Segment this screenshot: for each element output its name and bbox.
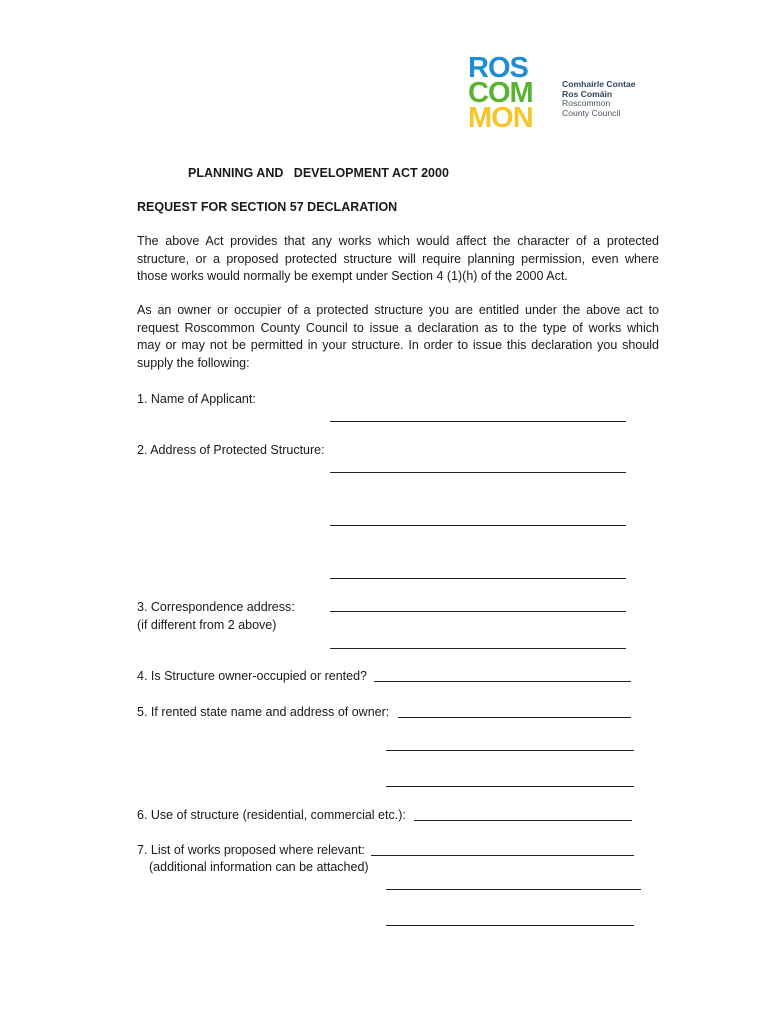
intro-paragraph-2-line: As an owner or occupier of a protected structure you are entitled under the above act to [137, 303, 659, 317]
structure-use-field[interactable] [414, 820, 632, 821]
protected-structure-address-field-line-3[interactable] [330, 578, 626, 579]
intro-paragraph-1-line: those works would normally be exempt under Section 4 (1)(h) of the 2000 Act. [137, 269, 568, 283]
occupancy-label: 4. Is Structure owner-occupied or rented? [137, 669, 367, 683]
owner-name-address-field-line-1[interactable] [398, 717, 631, 718]
applicant-name-label: 1. Name of Applicant: [137, 392, 256, 406]
works-proposed-field-line-1[interactable] [371, 855, 634, 856]
intro-paragraph-2 [137, 302, 659, 372]
protected-structure-address-label: 2. Address of Protected Structure: [137, 443, 325, 457]
logo-english-name-line-2: County Council [562, 107, 621, 118]
intro-paragraph-1-line: structure, or a proposed protected structure will require planning permission, even where [137, 251, 659, 266]
correspondence-address-note: (if different from 2 above) [137, 618, 277, 632]
intro-paragraph-2-line: supply the following: [137, 355, 250, 370]
correspondence-address-label: 3. Correspondence address: [137, 600, 295, 614]
protected-structure-address-field-line-1[interactable] [330, 472, 626, 473]
intro-paragraph-2-line: may or may not be permitted in your structure. In order to issue this declaration you should [137, 338, 659, 352]
owner-name-address-field-line-3[interactable] [386, 786, 634, 787]
logo-letters-row-3: MON [468, 102, 533, 134]
logo-english-name-line-1: Roscommon [562, 98, 611, 109]
occupancy-field[interactable] [374, 681, 631, 682]
logo-letters-row-2: COM [468, 77, 533, 109]
owner-name-address-field-line-2[interactable] [386, 750, 634, 751]
works-proposed-note: (additional information can be attached) [149, 860, 369, 874]
structure-use-label: 6. Use of structure (residential, commercial etc.): [137, 808, 406, 822]
logo-irish-name-line-2: Ros Comáin [562, 88, 613, 99]
logo-wordmark [468, 52, 554, 134]
intro-paragraph-1 [137, 233, 659, 286]
applicant-name-field[interactable] [330, 421, 626, 422]
logo-letters-row-1: ROS [468, 52, 528, 84]
correspondence-address-field-line-1[interactable] [330, 611, 626, 612]
correspondence-address-field-line-2[interactable] [330, 648, 626, 649]
request-heading: REQUEST FOR SECTION 57 DECLARATION [137, 200, 398, 214]
protected-structure-address-field-line-2[interactable] [330, 525, 626, 526]
intro-paragraph-1-line: The above Act provides that any works which would affect the character of a protected [137, 234, 659, 248]
works-proposed-field-line-3[interactable] [386, 925, 634, 926]
works-proposed-label: 7. List of works proposed where relevant: [137, 843, 365, 857]
logo-irish-name-line-1: Comhairle Contae [562, 79, 636, 89]
roscommon-county-council-logo [468, 52, 638, 136]
act-heading: PLANNING AND DEVELOPMENT ACT 2000 [188, 166, 449, 180]
logo-council-name [562, 80, 636, 118]
intro-paragraph-2-line: request Roscommon County Council to issue a declaration as to the type of works which [137, 320, 659, 335]
works-proposed-field-line-2[interactable] [386, 889, 641, 890]
owner-name-address-label: 5. If rented state name and address of owner: [137, 705, 390, 719]
